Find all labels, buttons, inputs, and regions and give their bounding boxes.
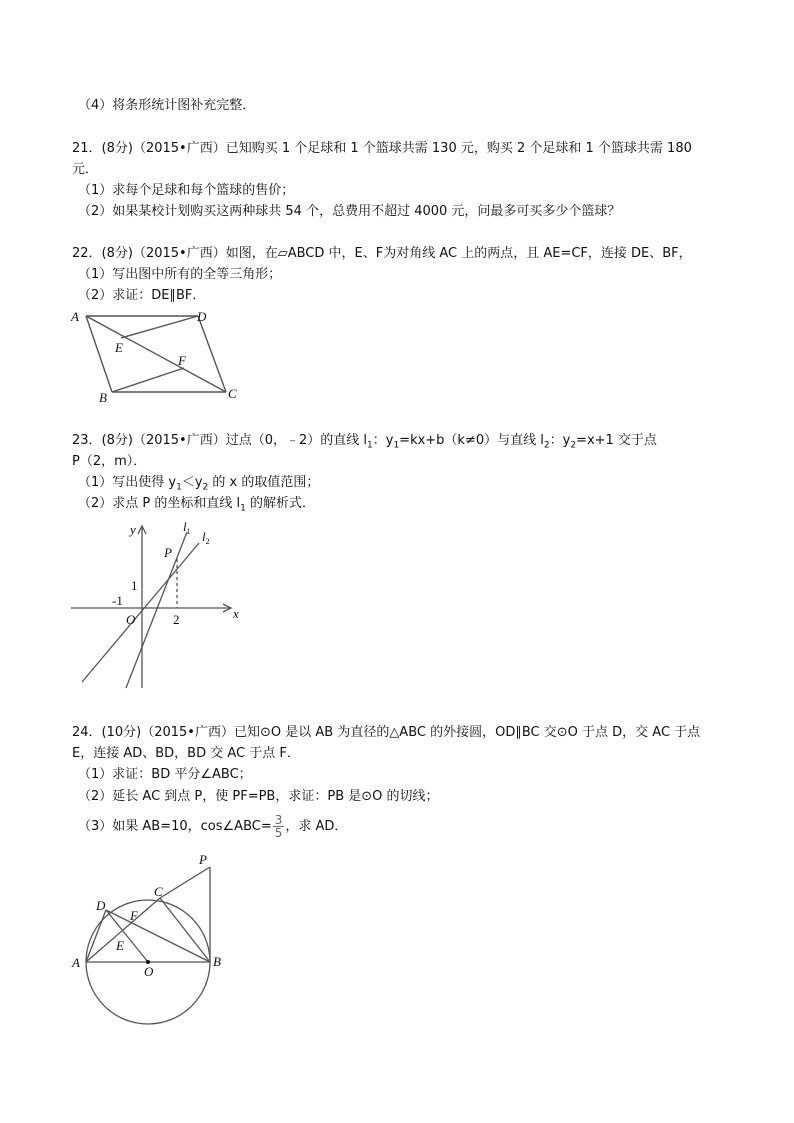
- q24-stem-line2: E，连接 AD、BD，BD 交 AC 于点 F．: [72, 746, 300, 761]
- q24-stem-line1: 24．(10分)（2015•广西）已知⊙O 是以 AB 为直径的△ABC 的外接圆，OD∥BC 交⊙O 于点 D，交 AC 于点: [72, 725, 701, 740]
- q24-label-p: P: [199, 852, 207, 867]
- q22-item1: （1）写出图中所有的全等三角形；: [78, 267, 282, 282]
- q23-line-l1: [126, 532, 187, 688]
- q21-stem-line1: 21．(8分)（2015•广西）已知购买 1 个足球和 1 个篮球共需 130 元，购买 2 个足球和 1 个篮球共需 180: [72, 141, 692, 156]
- q24-label-e: E: [116, 938, 124, 953]
- q23-label-y: y: [130, 522, 136, 537]
- q22-label-a: A: [71, 309, 79, 324]
- q22-label-f: F: [178, 353, 186, 368]
- q21-item1: （1）求每个足球和每个篮球的售价；: [78, 183, 295, 198]
- q24-label-d: D: [96, 898, 106, 913]
- q24-segment-cb: [160, 898, 210, 962]
- q24-label-c: C: [154, 884, 163, 899]
- q23-label-p: P: [164, 545, 172, 560]
- q24-item1: （1）求证：BD 平分∠ABC；: [78, 767, 252, 782]
- q24-circle-figure: [66, 850, 236, 1028]
- q23-label-two: 2: [173, 612, 180, 627]
- q24-label-b: B: [213, 954, 221, 969]
- q24-segment-cp: [160, 867, 210, 898]
- q22-label-b: B: [99, 390, 107, 405]
- q22-stem: 22．(8分)（2015•广西）如图，在▱ABCD 中，E、F为对角线 AC 上的两点，且 AE=CF，连接 DE、BF，: [72, 246, 692, 261]
- q24-item3: （3）如果 AB=10，cos∠ABC= $\frac{3}{5}$ ，求 AD．: [78, 813, 348, 840]
- q22-item2: （2）求证：DE∥BF．: [78, 288, 206, 303]
- q22-label-c: C: [228, 386, 237, 401]
- q21-stem-line2: 元．: [72, 162, 99, 177]
- q20-item4: （4）将条形统计图补充完整．: [78, 98, 256, 113]
- q23-coordinate-figure: [66, 516, 256, 692]
- q22-label-d: D: [197, 309, 207, 324]
- q23-line-l2: [82, 543, 199, 682]
- q22-parallelogram-figure: [66, 306, 256, 406]
- q23-label-l1: $l_1$: [183, 519, 191, 536]
- q23-label-l2: $l_2$: [202, 529, 210, 546]
- q23-label-o: O: [126, 612, 136, 627]
- q22-label-e: E: [115, 340, 123, 355]
- q24-label-f: F: [130, 908, 138, 923]
- q23-item1: （1）写出使得 $y_1<y_2$ 的 x 的取值范围；: [78, 475, 320, 493]
- q23-label-x: x: [233, 606, 239, 621]
- q22-segment-bf: [112, 368, 184, 392]
- q24-label-o: O: [144, 964, 154, 979]
- q24-cos-fraction: $\frac{3}{5}$: [274, 813, 283, 840]
- q23-stem-line2: P（2，m）．: [72, 454, 147, 469]
- q24-item2: （2）延长 AC 到点 P，使 PF=PB，求证：PB 是⊙O 的切线；: [78, 789, 439, 804]
- q23-item2: （2）求点 P 的坐标和直线 $l_1$ 的解析式．: [78, 496, 315, 514]
- q24-segment-bd: [106, 910, 210, 962]
- q23-label-neg-one: -1: [112, 593, 123, 608]
- q23-label-one: 1: [131, 578, 138, 593]
- q22-segment-de: [121, 316, 198, 338]
- q24-label-a: A: [72, 955, 80, 970]
- q24-segment-od: [106, 910, 148, 962]
- q23-stem-line1: 23．(8分)（2015•广西）过点（0，﹣2）的直线 $l_1$：$y_1=kx+b(k\ne 0)$与直线 $l_2$：$y_2=x+1$ 交于点: [72, 433, 657, 451]
- q21-item2: （2）如果某校计划购买这两种球共 54 个，总费用不超过 4000 元，问最多可买多少个篮球？: [78, 204, 621, 219]
- q22-side-dc: [198, 316, 226, 392]
